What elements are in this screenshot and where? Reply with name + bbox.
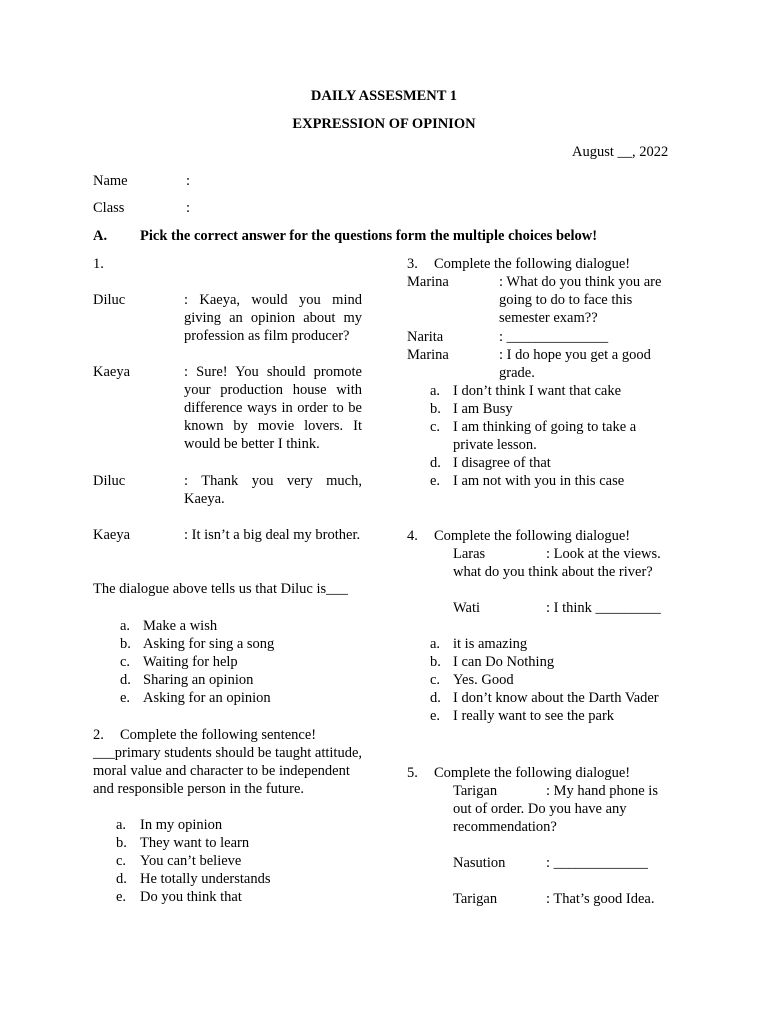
dialogue-speaker: Tarigan: [453, 891, 498, 907]
option-letter: b.: [430, 654, 441, 670]
dialogue-line: recommendation?: [453, 819, 557, 835]
option-letter: d.: [430, 690, 441, 706]
dialogue-line: : Sure! You should promote your production house with difference ways in order to be known by movie lovers. It would be better I think.: [184, 364, 362, 452]
option-letter: c.: [430, 672, 441, 688]
question-2-title: Complete the following sentence!: [120, 727, 317, 743]
dialogue-line: grade.: [499, 365, 535, 381]
dialogue-line: going to do to face this: [499, 292, 633, 308]
question-3-prompt: Complete the following dialogue!: [434, 256, 631, 272]
question-2-number: 2.: [93, 727, 104, 743]
dialogue-speaker: Nasution: [453, 855, 506, 871]
option-letter: d.: [430, 455, 441, 471]
class-label: Class: [93, 200, 125, 216]
dialogue-line: : Thank you very much, Kaeya.: [184, 473, 362, 507]
option-letter: e.: [120, 690, 131, 706]
name-label: Name: [93, 173, 128, 189]
option-letter: b.: [430, 401, 441, 417]
dialogue-speaker: Kaeya: [93, 364, 131, 380]
question-2-body: ___primary students should be taught attitude, moral value and character to be independent and responsible person in the future.: [93, 745, 363, 797]
question-3-number: 3.: [407, 256, 418, 272]
dialogue-line: semester exam??: [499, 310, 598, 326]
dialogue-answer-blank: : _____________: [546, 855, 648, 871]
dialogue-speaker: Diluc: [93, 292, 126, 308]
option-text: In my opinion: [140, 817, 223, 833]
dialogue-speaker: Wati: [453, 600, 481, 616]
dialogue-line: what do you think about the river?: [453, 564, 653, 580]
name-colon: :: [186, 173, 191, 189]
option-text: I don’t think I want that cake: [453, 383, 622, 399]
option-letter: a.: [116, 817, 127, 833]
option-letter: d.: [116, 871, 127, 887]
option-letter: a.: [430, 383, 441, 399]
dialogue-speaker: Narita: [407, 329, 444, 345]
option-text: Asking for sing a song: [143, 636, 275, 652]
option-text: I am Busy: [453, 401, 513, 417]
dialogue-speaker: Tarigan: [453, 783, 498, 799]
question-1-prompt: The dialogue above tells us that Diluc is___: [93, 581, 348, 597]
option-letter: a.: [120, 618, 131, 634]
question-1-number: 1.: [93, 256, 104, 272]
option-text: They want to learn: [140, 835, 250, 851]
option-letter: d.: [120, 672, 131, 688]
option-text: I don’t know about the Darth Vader: [453, 690, 659, 706]
dialogue-answer-blank: : ______________: [499, 329, 609, 345]
option-text: I can Do Nothing: [453, 654, 555, 670]
option-letter: e.: [116, 889, 127, 905]
option-text: Sharing an opinion: [143, 672, 254, 688]
option-text: Make a wish: [143, 618, 218, 634]
option-letter: a.: [430, 636, 441, 652]
option-text: I disagree of that: [453, 455, 551, 471]
dialogue-line: : I do hope you get a good: [499, 347, 651, 363]
question-4-prompt: Complete the following dialogue!: [434, 528, 631, 544]
option-text: I am not with you in this case: [453, 473, 625, 489]
dialogue-answer-blank: : I think _________: [546, 600, 661, 616]
option-text: I am thinking of going to take a: [453, 419, 637, 435]
dialogue-line: : Look at the views.: [546, 546, 661, 562]
option-text: Waiting for help: [143, 654, 238, 670]
option-text: Do you think that: [140, 889, 242, 905]
option-text: Yes. Good: [453, 672, 514, 688]
option-letter: c.: [430, 419, 441, 435]
dialogue-speaker: Kaeya: [93, 527, 131, 543]
option-text: You can’t believe: [140, 853, 242, 869]
page-subtitle: EXPRESSION OF OPINION: [292, 116, 476, 132]
dialogue-line: : That’s good Idea.: [546, 891, 655, 907]
question-4-number: 4.: [407, 528, 418, 544]
dialogue-speaker: Diluc: [93, 473, 126, 489]
dialogue-line: out of order. Do you have any: [453, 801, 627, 817]
page-title: DAILY ASSESMENT 1: [310, 88, 458, 104]
option-letter: c.: [116, 853, 127, 869]
option-text: Asking for an opinion: [143, 690, 271, 706]
option-text: He totally understands: [140, 871, 271, 887]
dialogue-speaker: Marina: [407, 274, 449, 290]
dialogue-line: : It isn’t a big deal my brother.: [184, 527, 361, 543]
option-letter: b.: [116, 835, 127, 851]
date-line: August __, 2022: [572, 144, 669, 160]
class-colon: :: [186, 200, 191, 216]
dialogue-line: : My hand phone is: [546, 783, 658, 799]
dialogue-speaker: Laras: [453, 546, 486, 562]
section-instruction: Pick the correct answer for the questions form the multiple choices below!: [140, 228, 598, 244]
option-letter: c.: [120, 654, 131, 670]
option-letter: b.: [120, 636, 131, 652]
dialogue-speaker: Marina: [407, 347, 449, 363]
section-letter: A.: [93, 228, 108, 244]
option-text: it is amazing: [453, 636, 528, 652]
question-5-prompt: Complete the following dialogue!: [434, 765, 631, 781]
dialogue-line: : Kaeya, would you mind giving an opinion about my profession as film producer?: [184, 292, 362, 344]
dialogue-line: : What do you think you are: [499, 274, 662, 290]
option-text: I really want to see the park: [453, 708, 615, 724]
option-letter: e.: [430, 708, 441, 724]
option-letter: e.: [430, 473, 441, 489]
question-5-number: 5.: [407, 765, 418, 781]
option-text: private lesson.: [453, 437, 537, 453]
